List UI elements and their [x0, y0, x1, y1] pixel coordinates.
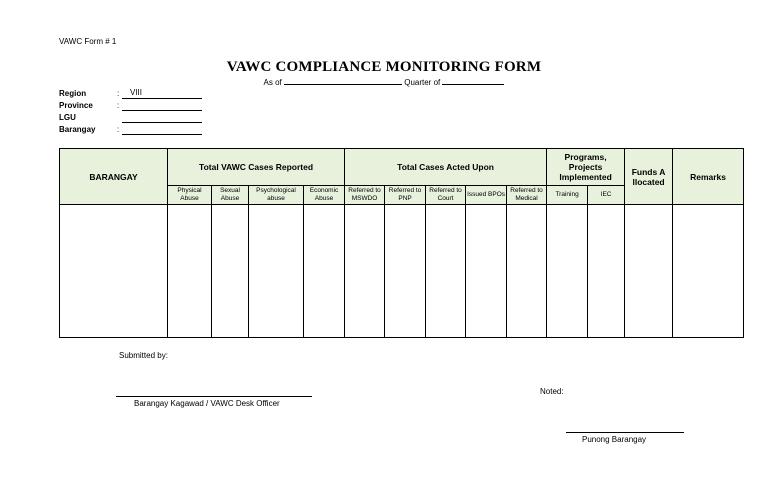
table-cell [588, 205, 625, 338]
funds-header: Funds Allocated [625, 149, 673, 205]
training-header: Training [547, 186, 588, 205]
barangay-label: Barangay [59, 125, 96, 134]
cases-reported-header: Total VAWC Cases Reported [168, 149, 345, 186]
table-cell [345, 205, 385, 338]
programs-header: Programs, Projects Implemented [547, 149, 625, 186]
table-cell [625, 205, 673, 338]
table-cell [426, 205, 466, 338]
region-label: Region [59, 89, 87, 98]
barangay-colon: : [117, 125, 120, 134]
as-of-label: As of [263, 78, 282, 87]
remarks-header: Remarks [673, 149, 744, 205]
form-title: VAWC COMPLIANCE MONITORING FORM [226, 59, 542, 75]
referred-mswdo-header: Referred to MSWDO [345, 186, 385, 205]
psychological-abuse-header: Psychological abuse [249, 186, 304, 205]
form-number: VAWC Form # 1 [59, 37, 117, 46]
province-field [122, 100, 202, 111]
region-value: VIII [130, 88, 143, 97]
barangay-field [122, 124, 202, 135]
submitter-role: Barangay Kagawad / VAWC Desk Officer [134, 399, 280, 408]
referred-medical-header: Referred to Medical [507, 186, 547, 205]
table-cell [304, 205, 345, 338]
lgu-field [122, 112, 202, 123]
region-colon: : [117, 89, 120, 98]
iec-header: IEC [588, 186, 625, 205]
submitted-by-label: Submitted by: [119, 351, 168, 360]
table-cell [168, 205, 212, 338]
barangay-header: BARANGAY [60, 149, 168, 205]
table-cell [249, 205, 304, 338]
quarter-label: Quarter of [404, 78, 441, 87]
table-cell [673, 205, 744, 338]
submitter-signature-line [116, 396, 312, 397]
compliance-table [59, 148, 744, 338]
noter-role: Punong Barangay [582, 435, 647, 444]
cases-acted-header: Total Cases Acted Upon [345, 149, 547, 186]
table-cell [385, 205, 426, 338]
as-of-blank [284, 76, 402, 85]
referred-court-header: Referred to Court [426, 186, 466, 205]
table-cell [212, 205, 249, 338]
sexual-abuse-header: Sexual Abuse [212, 186, 249, 205]
economic-abuse-header: Economic Abuse [304, 186, 345, 205]
table-cell [547, 205, 588, 338]
noter-signature-line [566, 432, 684, 433]
table-row [60, 205, 744, 338]
province-colon: : [117, 101, 120, 110]
referred-pnp-header: Referred to PNP [385, 186, 426, 205]
issued-bpos-header: Issued BPOs [466, 186, 507, 205]
quarter-blank [442, 76, 504, 85]
table-cell [507, 205, 547, 338]
table-cell [60, 205, 168, 338]
noted-label: Noted: [540, 387, 564, 396]
table-cell [466, 205, 507, 338]
physical-abuse-header: Physical Abuse [168, 186, 212, 205]
lgu-label: LGU [59, 113, 76, 122]
as-of-line [0, 76, 768, 87]
province-label: Province [59, 101, 93, 110]
region-field [122, 88, 202, 99]
